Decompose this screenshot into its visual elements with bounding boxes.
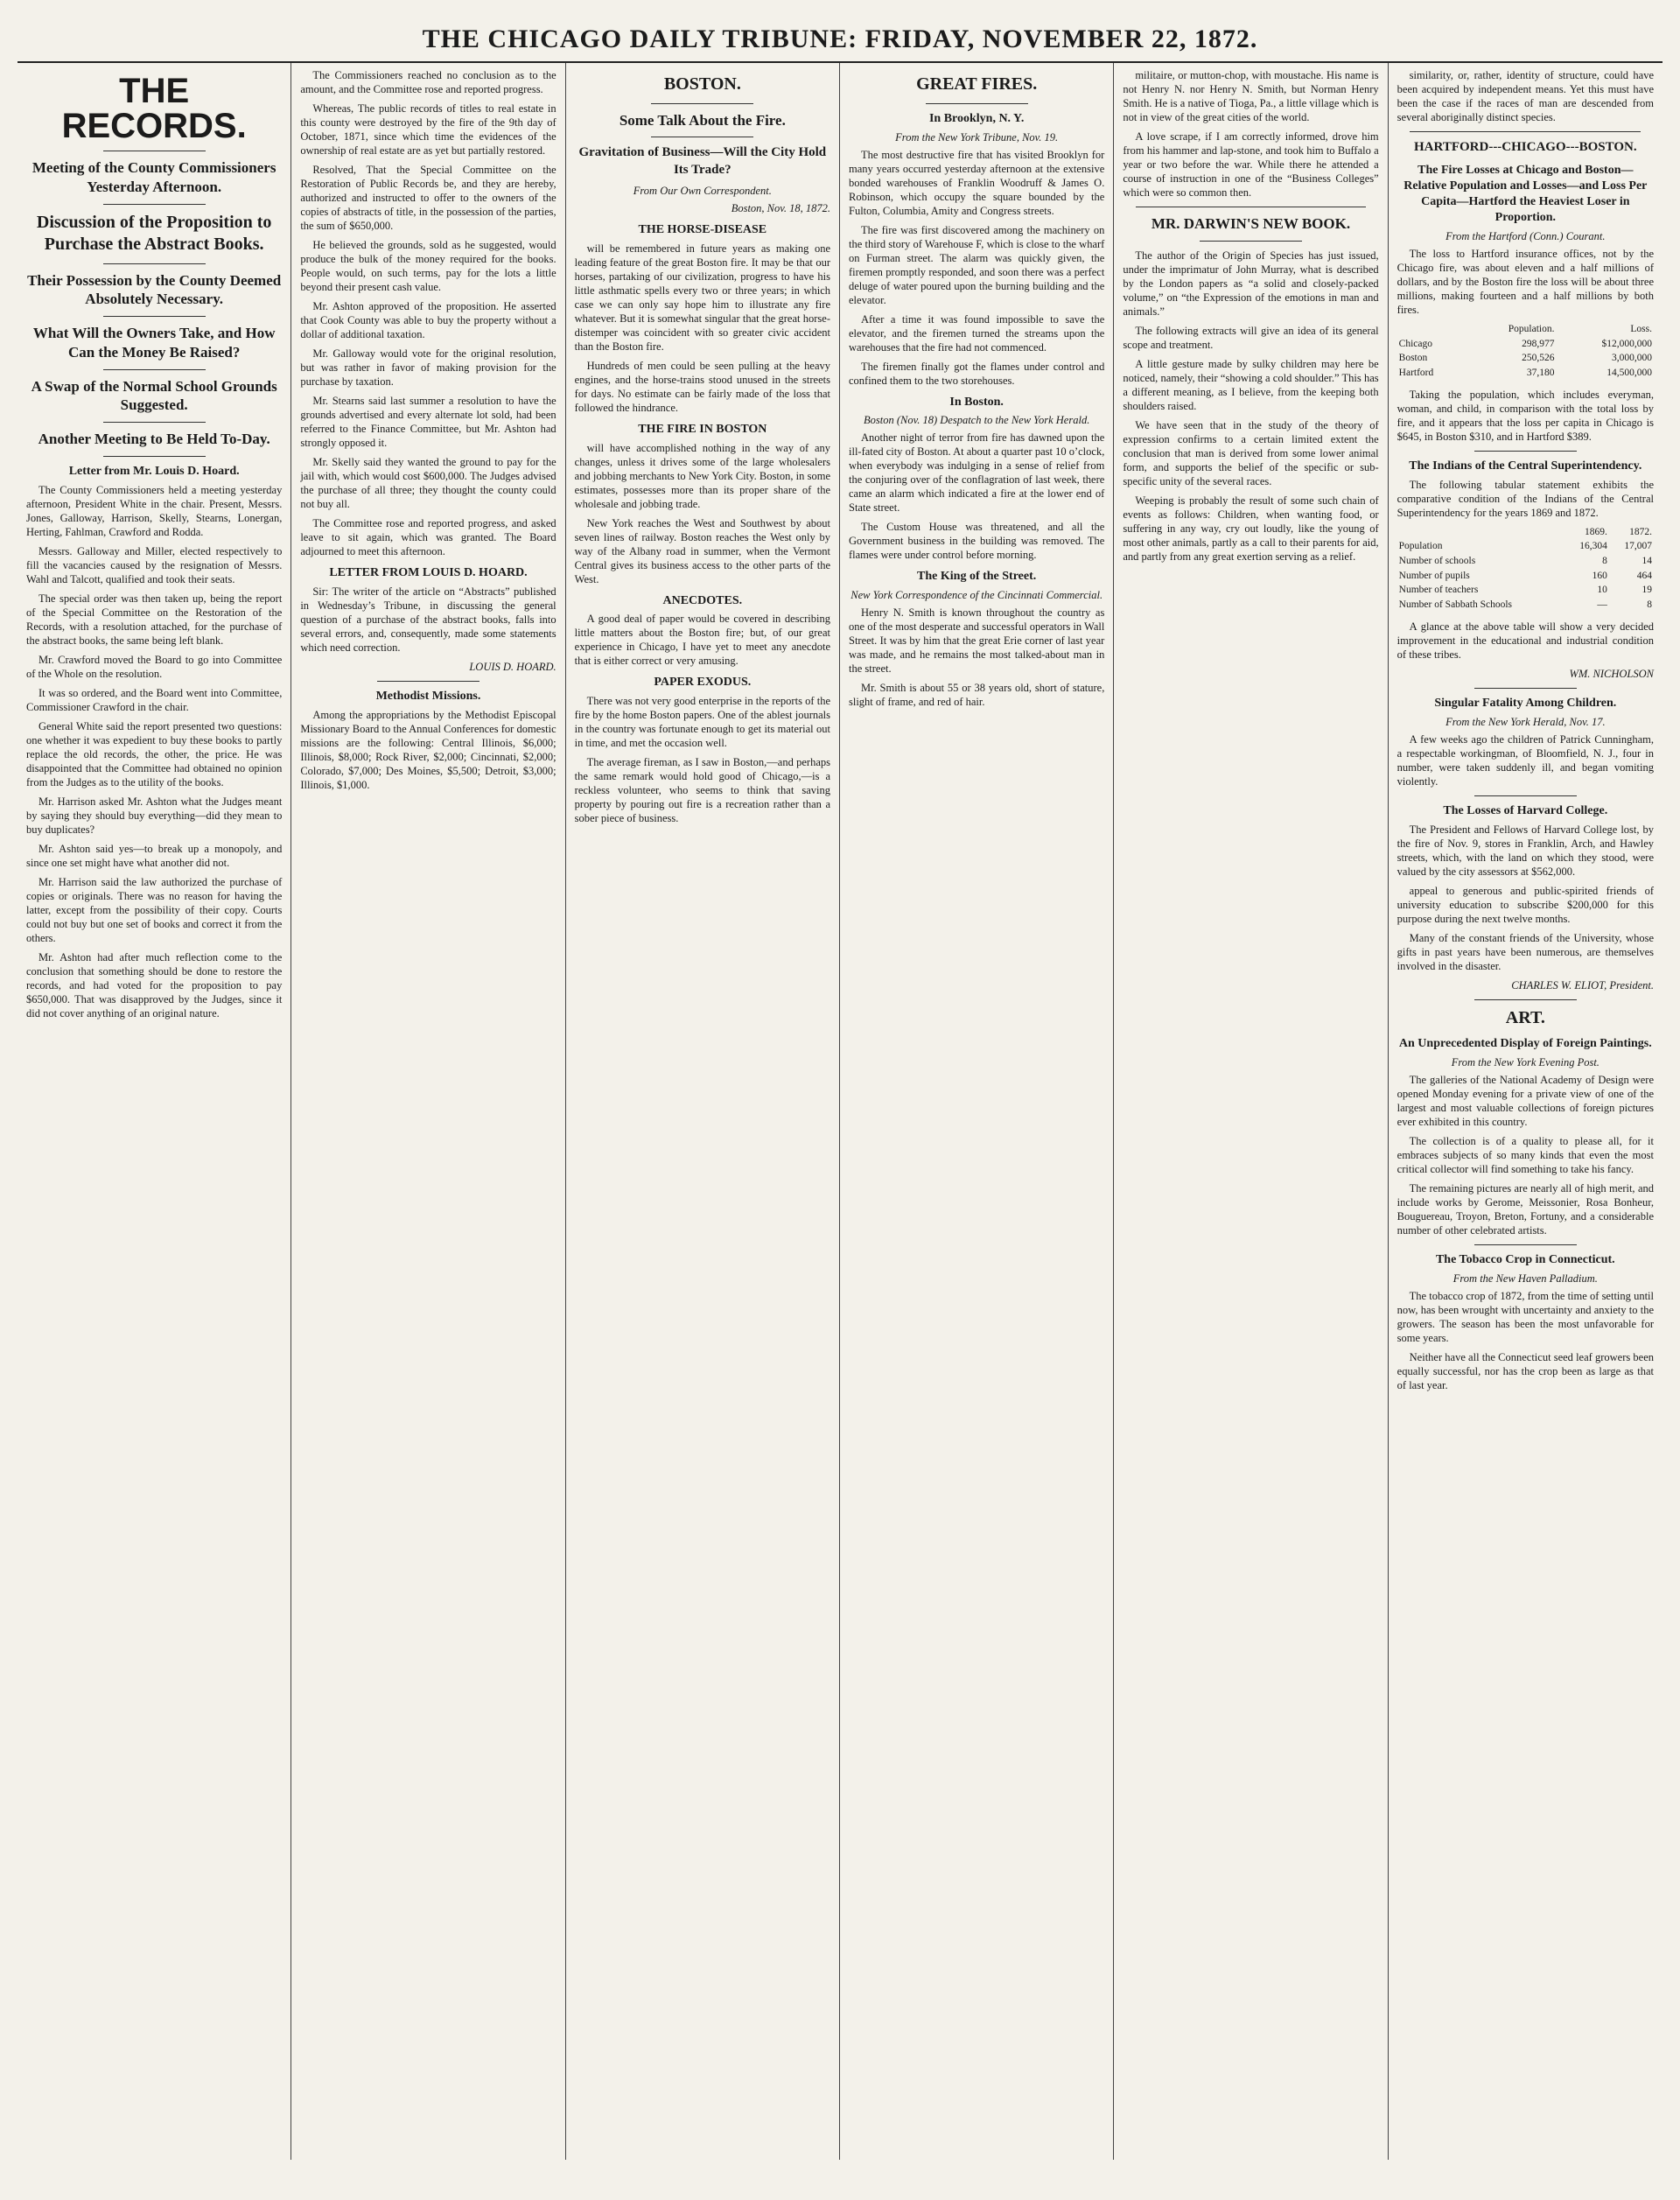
records-paragraph: Mr. Crawford moved the Board to go into Committee of the Whole on the resolution. bbox=[26, 653, 283, 680]
boston-subhead: THE FIRE IN BOSTON bbox=[638, 422, 767, 436]
tobacco-paragraph: Neither have all the Connecticut seed leaf growers been equally successful, nor has the crop been as large as that of last year. bbox=[1396, 1351, 1654, 1392]
records-deck-4: What Will the Owners Take, and How Can the Money Be Raised? bbox=[32, 325, 276, 361]
column-6 bbox=[1389, 63, 1662, 2160]
records-paragraph: The Committee rose and reported progress, and asked leave to sit again, which was granted. The Board adjourned to meet this afternoon. bbox=[300, 517, 556, 557]
boston-byline: From Our Own Correspondent. bbox=[633, 184, 772, 197]
art-paragraph: The galleries of the National Academy of Design were opened Monday evening for a private view of one of the largest and most valuable collections of foreign pictures ever exhibited in this country. bbox=[1396, 1074, 1654, 1129]
boston-paragraph: Hundreds of men could be seen pulling at the heavy engines, and the horse-trains stood unused in the streets for days. No estimate can be fairly made of the loss that followed the hindrance. bbox=[574, 359, 830, 414]
darwin-paragraph: The author of the Origin of Species has just issued, under the imprimatur of John Murray, what is described by the London papers as “a solid and closely-packed volume,” on “the Expression of the emotions in man and animals.” bbox=[1123, 249, 1379, 318]
table-row: Boston 250,526 3,000,000 bbox=[1398, 353, 1652, 364]
harvard-signature: CHARLES W. ELIOT, President. bbox=[1511, 978, 1654, 991]
table-row: Number of schools 8 14 bbox=[1398, 556, 1652, 567]
art-paragraph: The remaining pictures are nearly all of high merit, and include works by Gerome, Meissonier, Rosa Bonheur, Bouguereau, Troyon, Breton, Fortuny, and a considerable number of other celebrated artists. bbox=[1396, 1182, 1654, 1237]
indians-head: The Indians of the Central Superintendency. bbox=[1409, 459, 1642, 473]
king-source: New York Correspondence of the Cincinnati Commercial. bbox=[850, 589, 1103, 602]
fatality-paragraph: A few weeks ago the children of Patrick Cunningham, a respectable workingman, of Bloomfield, N. J., four in number, were taken suddenly ill, and began vomiting violently. bbox=[1396, 732, 1654, 788]
records-headline: THE RECORDS. bbox=[61, 72, 247, 145]
records-paragraph: Mr. Ashton said yes—to break up a monopoly, and since one set might have what another did not. bbox=[26, 842, 283, 869]
methodist-paragraph: Among the appropriations by the Methodist Episcopal Missionary Board to the Annual Conferences for domestic missions are the following: Central Illinois, $6,000; Illinois, $8,000; Rock River, $2,000; Cincinnati, $2,000; Colorado, $7,000; Des Moines, $5,500; Detroit, $3,000; Illinois, $1,000. bbox=[300, 708, 556, 791]
indians-signature: WM. NICHOLSON bbox=[1569, 667, 1654, 680]
boston-paragraph: A good deal of paper would be covered in describing little matters about the Boston fire; but, of our great experience in Chicago, I have yet to meet any anecdote that is either correct or very amusing. bbox=[574, 613, 830, 668]
table-row: Population 16,304 17,007 bbox=[1398, 541, 1652, 552]
records-paragraph: The special order was then taken up, being the report of the Special Committee on the Restoration of the Records, with a resolution attached, for the purchase of the abstract books, the same being left blank. bbox=[26, 592, 283, 647]
indians-table: 1869. 1872. Population 16,304 17,007 Number of schools 8 14 Number of pupils 160 464 Number of teachers 10 19 Number of Sabbath Schools — 8 bbox=[1397, 525, 1654, 613]
masthead-title: THE CHICAGO DAILY TRIBUNE: FRIDAY, NOVEMBER 22, 1872. bbox=[422, 25, 1258, 53]
harvard-head: The Losses of Harvard College. bbox=[1443, 803, 1608, 817]
records-paragraph: Mr. Skelly said they wanted the ground to pay for the jail with, which would cost $600,000. The Judges advised the purchase of all three; they thought the county could not buy all. bbox=[300, 456, 556, 510]
records-deck-1: Meeting of the County Commissioners Yesterday Afternoon. bbox=[32, 159, 276, 195]
brooklyn-head: In Brooklyn, N. Y. bbox=[928, 111, 1025, 125]
records-deck-6: Another Meeting to Be Held To-Day. bbox=[38, 431, 270, 448]
records-paragraph: Mr. Harrison asked Mr. Ashton what the Judges meant by saying they should buy everything—did they mean to buy duplicates? bbox=[26, 795, 283, 836]
records-paragraph: The Commissioners reached no conclusion as to the amount, and the Committee rose and reported progress. bbox=[300, 69, 556, 95]
masthead bbox=[18, 18, 1662, 63]
records-paragraph: Mr. Stearns said last summer a resolution to have the grounds advertised and every alternate lot sold, had been referred to the Finance Committee, but Mr. Ashton had strongly opposed it. bbox=[300, 395, 556, 449]
fires-paragraph: The Custom House was threatened, and all the Government business in the building was removed. The flames were under control before morning. bbox=[849, 521, 1105, 562]
fires-paragraph: Another night of terror from fire has dawned upon the ill-fated city of Boston. At about a quarter past 10 o’clock, when everybody was indulging in a sense of relief from the conjuring over of the conflagration of last week, there came an alarm which indicated a fire at the lower end of State street. bbox=[849, 431, 1105, 515]
records-paragraph: Messrs. Galloway and Miller, elected respectively to fill the vacancies caused by the resignation of Messrs. Wahl and Talcott, qualified and took their seats. bbox=[26, 544, 283, 585]
methodist-head: Methodist Missions. bbox=[375, 689, 481, 703]
records-deck-5: A Swap of the Normal School Grounds Suggested. bbox=[31, 377, 277, 414]
indians-paragraph: A glance at the above table will show a very decided improvement in the educational and industrial condition of these tribes. bbox=[1396, 620, 1654, 661]
table-row: Number of pupils 160 464 bbox=[1398, 570, 1652, 581]
tobacco-head: The Tobacco Crop in Connecticut. bbox=[1435, 1253, 1615, 1267]
harvard-paragraph: Many of the constant friends of the University, whose gifts in past years have been numerous, are themselves involved in the disaster. bbox=[1396, 931, 1654, 972]
boston-dateline: Boston, Nov. 18, 1872. bbox=[731, 201, 830, 214]
king-head: The King of the Street. bbox=[917, 570, 1037, 584]
records-letter-head: Letter from Mr. Louis D. Hoard. bbox=[68, 464, 240, 478]
records-deck-3: Their Possession by the County Deemed Absolutely Necessary. bbox=[27, 271, 282, 308]
boston-paragraph: New York reaches the West and Southwest by about seven lines of railway. Boston reaches the West only by way of the Albany road in summer, when the Vermont Central gives its business access to the other parts of the West. bbox=[574, 516, 830, 585]
boston-paragraph: will have accomplished nothing in the way of any changes, unless it drives some of the large wholesalers and jobbing merchants to New York City. Boston, in some estimates, possesses more than its proper share of the wholesale and jobbing trade. bbox=[574, 441, 830, 510]
records-deck-2: Discussion of the Proposition to Purchase the Abstract Books. bbox=[36, 212, 272, 255]
records-paragraph: Sir: The writer of the article on “Abstracts” published in Wednesday’s Tribune, in discussing the general question of a purchase of the abstract books, falls into several errors, and, consequently, made some statements which need correction. bbox=[300, 585, 556, 654]
records-paragraph: Mr. Ashton had after much reflection come to the conclusion that something should be done to restore the records, and had voted for the proposition to pay $650,000. That was disapproved by the Judges, since it did not cover anything of an original nature. bbox=[26, 950, 283, 1019]
boston-paragraph: The average fireman, as I saw in Boston,—and perhaps the same remark would hold good of Chicago,—is a reckless volunteer, who seems to think that saving property by pouring out fire is a recreation rather than a sober piece of business. bbox=[574, 756, 830, 825]
boston-fire-source: Boston (Nov. 18) Despatch to the New York Herald. bbox=[864, 414, 1090, 427]
art-headline: ART. bbox=[1505, 1007, 1545, 1027]
column-1 bbox=[18, 63, 291, 2160]
fires-paragraph: Mr. Smith is about 55 or 38 years old, short of stature, slight of frame, and red of hair. bbox=[849, 682, 1105, 709]
tobacco-paragraph: The tobacco crop of 1872, from the time of setting until now, has been wrought with uncertainty and anxiety to the growers. The season has been the most unfavorable for some years. bbox=[1396, 1290, 1654, 1345]
indians-paragraph: The following tabular statement exhibits the comparative condition of the Indians of the Central Superintendency for the years 1869 and 1872. bbox=[1396, 478, 1654, 519]
fires-paragraph: The most destructive fire that has visited Brooklyn for many years occurred yesterday afternoon at the extensive bonded warehouses of Franklin Woodruff & James O. Robinson, which occupy the square bounded by the Fulton, Columbia, Amity and Congress streets. bbox=[849, 148, 1105, 217]
column-5 bbox=[1114, 63, 1388, 2160]
darwin-paragraph: A little gesture made by sulky children may here be noticed, namely, their “showing a cold shoulder.” This has a different meaning, as I believe, from the keeping both shoulders raised. bbox=[1123, 357, 1379, 412]
fatality-head: Singular Fatality Among Children. bbox=[1434, 696, 1617, 710]
loss-table-header: Loss. bbox=[1630, 323, 1652, 334]
tobacco-source: From the New Haven Palladium. bbox=[1452, 1272, 1598, 1286]
records-paragraph: Mr. Harrison said the law authorized the purchase of copies or originals. There was no reason for having the latter, except from the possibility of their copy. Courts could not buy but one set of books and correct it from the others. bbox=[26, 875, 283, 944]
fires-paragraph: The firemen finally got the flames under control and confined them to the two storehouses. bbox=[849, 360, 1105, 387]
boston-paragraph: There was not very good enterprise in the reports of the fire by the home Boston papers. One of the ablest journals in the country was fortunate enough to get its material out in time, and met the occasion well. bbox=[574, 695, 830, 750]
hartford-source: From the Hartford (Conn.) Courant. bbox=[1446, 229, 1606, 242]
boston-paragraph: will be remembered in future years as making one leading feature of the great Boston fire. It may be that our horses, partaking of our civilization, progress to have his little asthmatic spells every two or three years; in which case we can only say hope him to illustrate any fire whatever. But it is somewhat singular that the great horse-distemper was coincident with so greater civic accident than the Boston fire. bbox=[574, 242, 830, 353]
boston-subhead: THE HORSE-DISEASE bbox=[638, 222, 767, 236]
brooklyn-source: From the New York Tribune, Nov. 19. bbox=[895, 130, 1059, 144]
records-paragraph: He believed the grounds, sold as he suggested, would produce the bulk of the money required for the books. People would, on such terms, pay for the lots a little beyond their present cash value. bbox=[300, 239, 556, 293]
hoard-letter-head: LETTER FROM LOUIS D. HOARD. bbox=[329, 566, 528, 579]
records-paragraph: Resolved, That the Special Committee on the Restoration of Public Records be, and they are hereby, authorized and instructed to offer to the owners of the copies of abstracts of title, in the possession of the parties, the sum of $650,000. bbox=[300, 164, 556, 232]
darwin-paragraph: The following extracts will give an idea of its general scope and treatment. bbox=[1123, 324, 1379, 351]
records-paragraph: It was so ordered, and the Board went into Committee, Commissioner Crawford in the chair. bbox=[26, 686, 283, 713]
darwin-paragraph: similarity, or, rather, identity of structure, could have been acquired by independent means. Yet this must have been the case if the races of man are descended from several aboriginally distinct species. bbox=[1396, 69, 1654, 123]
boston-fire-head: In Boston. bbox=[949, 395, 1004, 409]
records-paragraph: General White said the report presented two questions: one whether it was expedient to buy these books to partly replace the old records, the other, the price. He was disappointed that the Committee had obtained no opinion from the Judges as to the utility of the books. bbox=[26, 719, 283, 788]
fires-paragraph: After a time it was found impossible to save the elevator, and the firemen turned the streams upon the warehouses that the fire had not commenced. bbox=[849, 312, 1105, 354]
loss-table bbox=[1397, 322, 1654, 381]
records-paragraph: The County Commissioners held a meeting yesterday afternoon, President White in the chair. Present, Messrs. Jones, Galloway, Harrison, Skelly, Stearns, Lonergan, Herting, Fahlman, Crawford and Rodda. bbox=[26, 483, 283, 538]
column-4 bbox=[840, 63, 1114, 2160]
art-source: From the New York Evening Post. bbox=[1451, 1056, 1600, 1069]
records-paragraph: Mr. Ashton approved of the proposition. He asserted that Cook County was able to buy the property without a dollar of additional taxation. bbox=[300, 300, 556, 340]
hartford-paragraph: The loss to Hartford insurance offices, not by the Chicago fire, was about eleven and a half millions of dollars, and by the Boston fire the loss will be about three millions, making fourteen and a half millions by both fires. bbox=[1396, 247, 1654, 316]
fatality-source: From the New York Herald, Nov. 17. bbox=[1446, 715, 1606, 728]
art-paragraph: The collection is of a quality to please all, for it embraces subjects of so many kinds that even the most critical collector will find something to take his fancy. bbox=[1396, 1135, 1654, 1176]
darwin-paragraph: We have seen that in the study of the theory of expression confirms to a certain limited extent the conclusion that man is derived from some lower animal form, and supports the belief of the specific or sub-specific unity of the several races. bbox=[1123, 418, 1379, 487]
smith-paragraph: A love scrape, if I am correctly informed, drove him from his hammer and lap-stone, and took him to Buffalo a year or two before the war. While there he attended a course of instruction in one of the “Business Colleges” which were so common then. bbox=[1123, 130, 1379, 199]
columns bbox=[18, 63, 1662, 2160]
newspaper-page bbox=[18, 18, 1662, 2165]
hartford-headline: HARTFORD---CHICAGO---BOSTON. bbox=[1414, 140, 1637, 154]
table-row: Hartford 37,180 14,500,000 bbox=[1398, 367, 1652, 378]
harvard-paragraph: appeal to generous and public-spirited friends of university education to subscribe $200,000 for this purpose during the next twelve months. bbox=[1396, 884, 1654, 925]
loss-table-header: Population. bbox=[1508, 323, 1555, 334]
boston-subhead: PAPER EXODUS. bbox=[654, 676, 752, 690]
boston-subhead: ANECDOTES. bbox=[662, 593, 743, 607]
hoard-signature: LOUIS D. HOARD. bbox=[469, 660, 556, 673]
table-row: Number of teachers 10 19 bbox=[1398, 585, 1652, 596]
fires-headline: GREAT FIRES. bbox=[916, 74, 1038, 94]
boston-deck-2: Gravitation of Business—Will the City Hold Its Trade? bbox=[578, 145, 827, 177]
hartford-paragraph: Taking the population, which includes everyman, woman, and child, in comparison with the total loss by fire, and it appears that the loss per capita in Chicago is $645, in Boston $310, and in Hartford $389. bbox=[1396, 388, 1654, 443]
smith-paragraph: militaire, or mutton-chop, with moustache. His name is not Henry N. nor Henry N. Smith, but Norman Henry Smith. He is a native of Tioga, Pa., a little village which is not in view of the great cities of the world. bbox=[1123, 69, 1379, 123]
hartford-deck: The Fire Losses at Chicago and Boston—Relative Population and Losses—and Loss Per Capita—Hartford the Heaviest Loser in Proportion. bbox=[1404, 164, 1648, 224]
art-deck: An Unprecedented Display of Foreign Paintings. bbox=[1398, 1037, 1652, 1051]
boston-headline: BOSTON. bbox=[663, 74, 741, 94]
fires-paragraph: Henry N. Smith is known throughout the country as one of the most desperate and successful operators in Wall Street. It was by him that the great Erie corner of last year was made, and he remains the most talked-about man in the street. bbox=[849, 606, 1105, 676]
column-2 bbox=[291, 63, 565, 2160]
boston-deck-1: Some Talk About the Fire. bbox=[619, 111, 786, 129]
darwin-headline: MR. DARWIN'S NEW BOOK. bbox=[1151, 215, 1351, 232]
records-paragraph: Mr. Galloway would vote for the original resolution, but was rather in favor of making provision for the purchase by taxation. bbox=[300, 347, 556, 388]
harvard-paragraph: The President and Fellows of Harvard College lost, by the fire of Nov. 9, stores in Franklin, Arch, and Hawley streets, which, with the land on which they stood, were valued by the city assessors at $562,000. bbox=[1396, 823, 1654, 878]
table-row: Chicago 298,977 $12,000,000 bbox=[1398, 338, 1652, 349]
records-paragraph: Whereas, The public records of titles to real estate in this county were destroyed by the fire of the 9th day of October, 1871, since which time the evidences of the ownership of real estate are as yet but partially restored. bbox=[300, 102, 556, 157]
table-row: Number of Sabbath Schools — 8 bbox=[1398, 599, 1652, 611]
column-3 bbox=[566, 63, 840, 2160]
darwin-paragraph: Weeping is probably the result of some such chain of events as follows: Children, when wanting food, or suffering in any way, cry out loudly, like the young of most other animals, partly as a call to their parents for aid, and partly from any great exertion serving as a relief. bbox=[1123, 494, 1379, 563]
fires-paragraph: The fire was first discovered among the machinery on the third story of Warehouse F, which is close to the wharf on Furman street. The alarm was quickly given, the firemen promptly responded, and soon there was a perfect deluge of water poured upon the burning building and the elevator. bbox=[849, 223, 1105, 306]
